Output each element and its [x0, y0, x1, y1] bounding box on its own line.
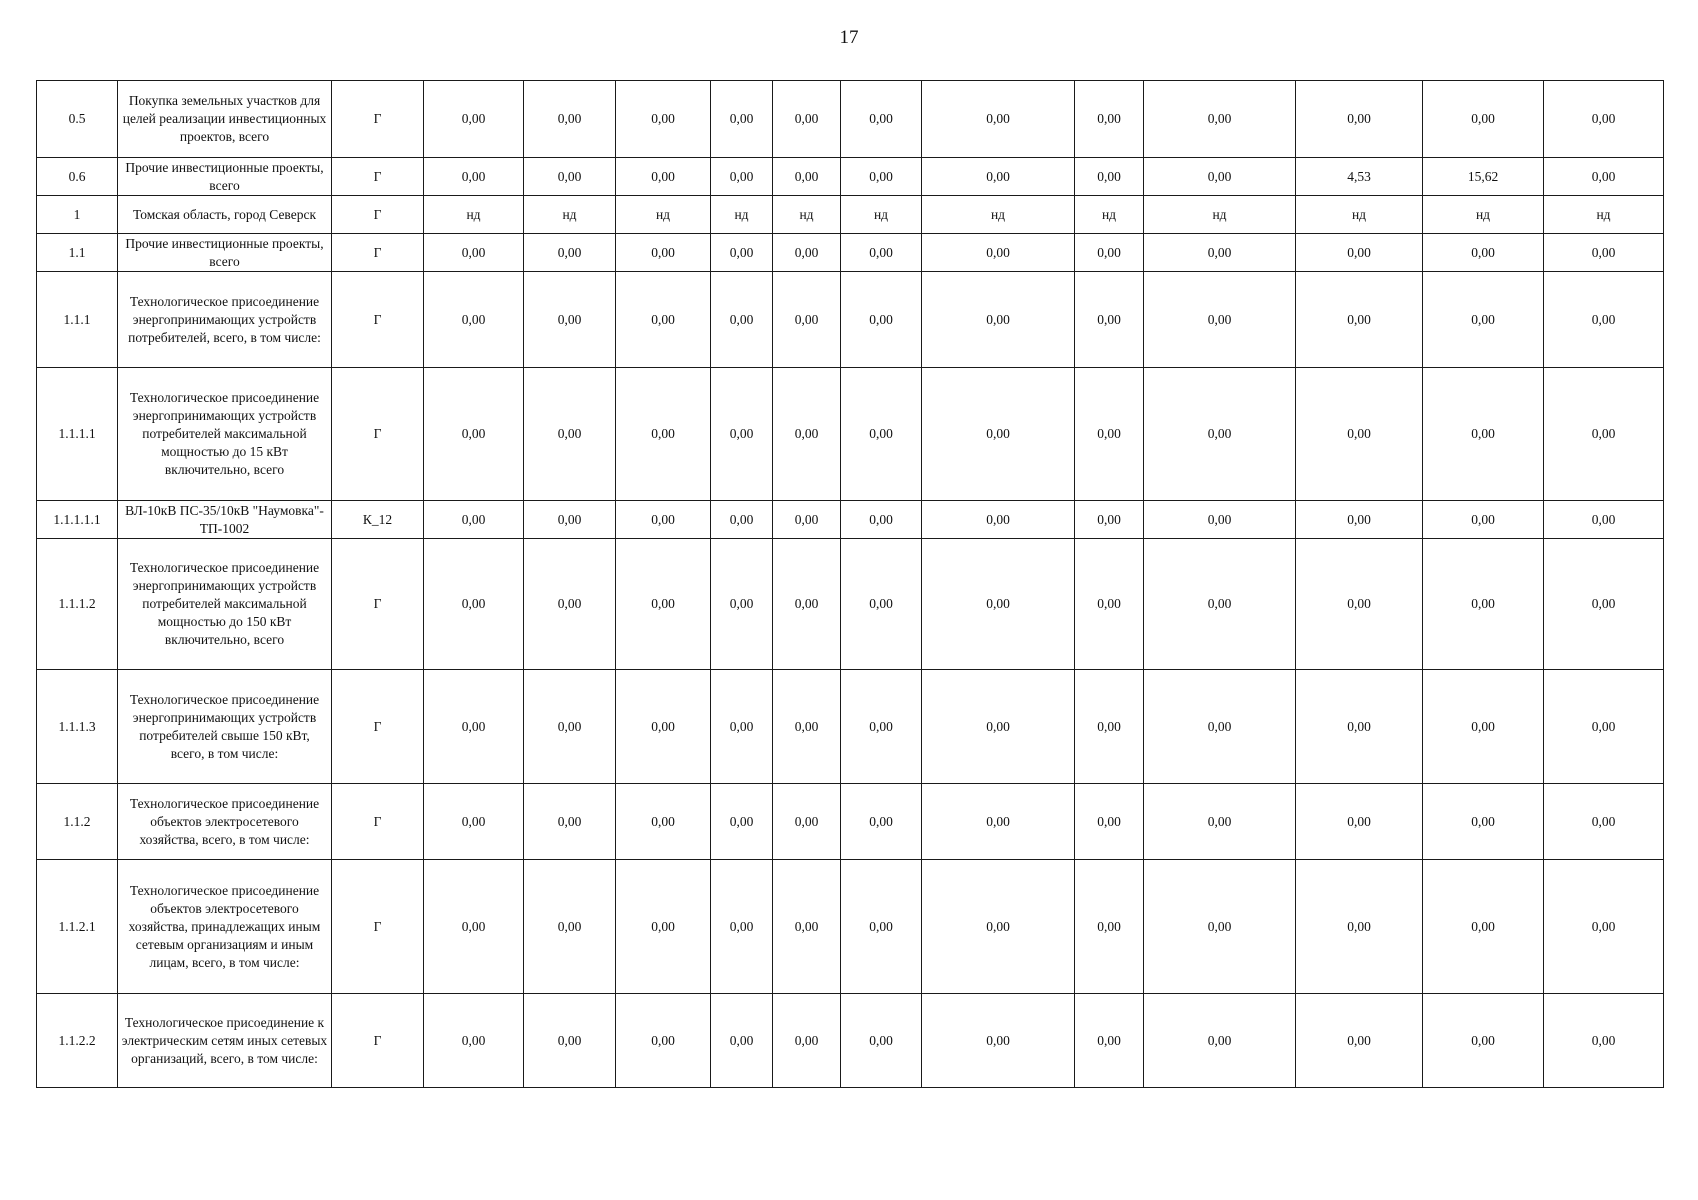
table-row	[37, 539, 1664, 670]
value-cell: 0,00	[616, 234, 711, 272]
row-code-cell: Г	[332, 994, 424, 1088]
value-cell: 0,00	[773, 81, 841, 158]
value-cell: 0,00	[1296, 539, 1423, 670]
row-number-cell: 1	[37, 196, 118, 234]
value-cell: 0,00	[1144, 994, 1296, 1088]
value-cell: 0,00	[616, 670, 711, 784]
value-cell: 0,00	[616, 158, 711, 196]
value-cell: 0,00	[922, 670, 1075, 784]
value-cell: 0,00	[616, 539, 711, 670]
row-code-cell: Г	[332, 539, 424, 670]
value-cell: нд	[1544, 196, 1664, 234]
value-cell: 0,00	[1544, 784, 1664, 860]
row-name-cell: Томская область, город Северск	[118, 196, 332, 234]
value-cell: 0,00	[1144, 670, 1296, 784]
value-cell: 0,00	[1423, 234, 1544, 272]
value-cell: 0,00	[841, 368, 922, 501]
row-number-cell: 1.1.2.2	[37, 994, 118, 1088]
value-cell: 0,00	[524, 501, 616, 539]
value-cell: 0,00	[1144, 158, 1296, 196]
value-cell: 0,00	[841, 539, 922, 670]
value-cell: 0,00	[1075, 994, 1144, 1088]
table-row	[37, 196, 1664, 234]
value-cell: 0,00	[1144, 501, 1296, 539]
value-cell: 0,00	[1075, 234, 1144, 272]
value-cell: 0,00	[922, 368, 1075, 501]
value-cell: 0,00	[1544, 158, 1664, 196]
value-cell: 0,00	[922, 158, 1075, 196]
table-row	[37, 994, 1664, 1088]
value-cell: 0,00	[841, 670, 922, 784]
investment-table	[36, 80, 1664, 1088]
value-cell: 0,00	[424, 539, 524, 670]
value-cell: нд	[1075, 196, 1144, 234]
value-cell: 0,00	[1423, 272, 1544, 368]
value-cell: 0,00	[1144, 272, 1296, 368]
value-cell: 0,00	[711, 784, 773, 860]
value-cell: 0,00	[424, 368, 524, 501]
value-cell: 4,53	[1296, 158, 1423, 196]
table-body	[37, 81, 1664, 1088]
value-cell: 0,00	[773, 539, 841, 670]
value-cell: 0,00	[524, 784, 616, 860]
value-cell: 0,00	[711, 272, 773, 368]
row-name-cell: Технологическое присоединение объектов электросетевого хозяйства, всего, в том числе:	[118, 784, 332, 860]
value-cell: 0,00	[1144, 539, 1296, 670]
value-cell: 0,00	[1544, 994, 1664, 1088]
value-cell: 0,00	[841, 501, 922, 539]
value-cell: 0,00	[524, 368, 616, 501]
value-cell: 0,00	[841, 158, 922, 196]
value-cell: 0,00	[1075, 81, 1144, 158]
value-cell: 0,00	[1296, 994, 1423, 1088]
value-cell: 0,00	[711, 994, 773, 1088]
value-cell: 0,00	[1296, 272, 1423, 368]
value-cell: 0,00	[424, 860, 524, 994]
value-cell: 0,00	[1423, 81, 1544, 158]
row-code-cell: Г	[332, 272, 424, 368]
value-cell: 0,00	[424, 272, 524, 368]
value-cell: 0,00	[773, 368, 841, 501]
value-cell: 0,00	[1544, 272, 1664, 368]
value-cell: 0,00	[841, 860, 922, 994]
value-cell: 0,00	[1423, 539, 1544, 670]
value-cell: 0,00	[1296, 501, 1423, 539]
row-number-cell: 1.1.1.2	[37, 539, 118, 670]
row-code-cell: Г	[332, 234, 424, 272]
row-code-cell: Г	[332, 860, 424, 994]
value-cell: нд	[616, 196, 711, 234]
value-cell: 0,00	[773, 234, 841, 272]
value-cell: 0,00	[424, 234, 524, 272]
value-cell: 0,00	[1075, 784, 1144, 860]
value-cell: нд	[1296, 196, 1423, 234]
row-number-cell: 1.1.1.3	[37, 670, 118, 784]
value-cell: 0,00	[1144, 81, 1296, 158]
value-cell: нд	[773, 196, 841, 234]
value-cell: 0,00	[424, 158, 524, 196]
value-cell: 0,00	[1075, 158, 1144, 196]
value-cell: 0,00	[773, 670, 841, 784]
value-cell: 0,00	[1296, 234, 1423, 272]
table-row	[37, 272, 1664, 368]
value-cell: 0,00	[711, 368, 773, 501]
value-cell: 0,00	[524, 994, 616, 1088]
value-cell: 0,00	[841, 234, 922, 272]
value-cell: нд	[524, 196, 616, 234]
value-cell: 0,00	[1075, 539, 1144, 670]
value-cell: нд	[424, 196, 524, 234]
row-name-cell: Технологическое присоединение к электрическим сетям иных сетевых организаций, всего, в том числе:	[118, 994, 332, 1088]
value-cell: 0,00	[711, 670, 773, 784]
value-cell: 0,00	[711, 539, 773, 670]
value-cell: 0,00	[773, 860, 841, 994]
row-code-cell: Г	[332, 368, 424, 501]
value-cell: 0,00	[1296, 670, 1423, 784]
table-row	[37, 670, 1664, 784]
value-cell: 0,00	[773, 784, 841, 860]
value-cell: 0,00	[1075, 272, 1144, 368]
table-row	[37, 158, 1664, 196]
row-code-cell: Г	[332, 158, 424, 196]
value-cell: нд	[922, 196, 1075, 234]
value-cell: 0,00	[711, 860, 773, 994]
row-name-cell: Технологическое присоединение энергопринимающих устройств потребителей свыше 150 кВт, всего, в том числе:	[118, 670, 332, 784]
value-cell: 0,00	[1544, 670, 1664, 784]
table-row	[37, 860, 1664, 994]
value-cell: 0,00	[1544, 81, 1664, 158]
row-name-cell: Прочие инвестиционные проекты, всего	[118, 234, 332, 272]
value-cell: 0,00	[922, 81, 1075, 158]
value-cell: 0,00	[841, 994, 922, 1088]
value-cell: 0,00	[922, 784, 1075, 860]
row-code-cell: Г	[332, 670, 424, 784]
row-code-cell: Г	[332, 784, 424, 860]
value-cell: 0,00	[1144, 784, 1296, 860]
value-cell: 0,00	[773, 158, 841, 196]
value-cell: 0,00	[922, 860, 1075, 994]
value-cell: 0,00	[1144, 368, 1296, 501]
value-cell: 0,00	[616, 994, 711, 1088]
row-number-cell: 0.6	[37, 158, 118, 196]
row-name-cell: Технологическое присоединение энергопринимающих устройств потребителей максимальной мощностью до 15 кВт включительно, всего	[118, 368, 332, 501]
row-number-cell: 0.5	[37, 81, 118, 158]
value-cell: 0,00	[1423, 784, 1544, 860]
value-cell: 0,00	[922, 539, 1075, 670]
table-row	[37, 234, 1664, 272]
value-cell: нд	[1423, 196, 1544, 234]
value-cell: 0,00	[524, 81, 616, 158]
table-row	[37, 784, 1664, 860]
value-cell: 0,00	[922, 501, 1075, 539]
row-code-cell: К_12	[332, 501, 424, 539]
value-cell: 0,00	[524, 158, 616, 196]
value-cell: 0,00	[922, 994, 1075, 1088]
value-cell: 0,00	[922, 272, 1075, 368]
value-cell: 0,00	[711, 81, 773, 158]
value-cell: 0,00	[1544, 860, 1664, 994]
value-cell: 0,00	[616, 368, 711, 501]
value-cell: 0,00	[424, 994, 524, 1088]
row-name-cell: Технологическое присоединение объектов электросетевого хозяйства, принадлежащих иным сетевым организациям и иным лицам, всего, в том числе:	[118, 860, 332, 994]
value-cell: 0,00	[1075, 670, 1144, 784]
value-cell: 0,00	[1544, 501, 1664, 539]
value-cell: нд	[1144, 196, 1296, 234]
value-cell: 0,00	[524, 539, 616, 670]
row-number-cell: 1.1	[37, 234, 118, 272]
value-cell: 0,00	[1544, 368, 1664, 501]
value-cell: 0,00	[841, 784, 922, 860]
row-name-cell: Технологическое присоединение энергопринимающих устройств потребителей максимальной мощностью до 150 кВт включительно, всего	[118, 539, 332, 670]
value-cell: 0,00	[1296, 368, 1423, 501]
row-number-cell: 1.1.1.1.1	[37, 501, 118, 539]
value-cell: 0,00	[1144, 860, 1296, 994]
table-row	[37, 81, 1664, 158]
value-cell: 0,00	[616, 784, 711, 860]
table-row	[37, 501, 1664, 539]
value-cell: 0,00	[524, 670, 616, 784]
value-cell: 0,00	[1296, 860, 1423, 994]
value-cell: 0,00	[424, 501, 524, 539]
value-cell: 0,00	[524, 272, 616, 368]
value-cell: 0,00	[424, 81, 524, 158]
row-code-cell: Г	[332, 196, 424, 234]
value-cell: 0,00	[616, 860, 711, 994]
value-cell: 0,00	[711, 158, 773, 196]
value-cell: 0,00	[616, 81, 711, 158]
value-cell: 0,00	[773, 994, 841, 1088]
row-name-cell: ВЛ-10кВ ПС-35/10кВ "Наумовка"-ТП-1002	[118, 501, 332, 539]
value-cell: 0,00	[1423, 670, 1544, 784]
value-cell: 0,00	[524, 234, 616, 272]
value-cell: нд	[711, 196, 773, 234]
table-row	[37, 368, 1664, 501]
value-cell: 0,00	[1296, 784, 1423, 860]
value-cell: 0,00	[841, 272, 922, 368]
value-cell: 0,00	[711, 234, 773, 272]
page-number: 17	[839, 27, 859, 48]
row-name-cell: Технологическое присоединение энергопринимающих устройств потребителей, всего, в том числе:	[118, 272, 332, 368]
value-cell: 0,00	[424, 784, 524, 860]
value-cell: 0,00	[1296, 81, 1423, 158]
value-cell: 0,00	[773, 501, 841, 539]
row-code-cell: Г	[332, 81, 424, 158]
row-name-cell: Прочие инвестиционные проекты, всего	[118, 158, 332, 196]
value-cell: нд	[841, 196, 922, 234]
value-cell: 0,00	[773, 272, 841, 368]
value-cell: 0,00	[922, 234, 1075, 272]
value-cell: 0,00	[1075, 860, 1144, 994]
value-cell: 0,00	[616, 501, 711, 539]
value-cell: 0,00	[711, 501, 773, 539]
value-cell: 0,00	[1423, 860, 1544, 994]
value-cell: 0,00	[1423, 368, 1544, 501]
row-number-cell: 1.1.2	[37, 784, 118, 860]
value-cell: 0,00	[1423, 994, 1544, 1088]
value-cell: 15,62	[1423, 158, 1544, 196]
value-cell: 0,00	[1144, 234, 1296, 272]
row-name-cell: Покупка земельных участков для целей реализации инвестиционных проектов, всего	[118, 81, 332, 158]
value-cell: 0,00	[1423, 501, 1544, 539]
value-cell: 0,00	[841, 81, 922, 158]
value-cell: 0,00	[616, 272, 711, 368]
value-cell: 0,00	[424, 670, 524, 784]
value-cell: 0,00	[1544, 539, 1664, 670]
row-number-cell: 1.1.1	[37, 272, 118, 368]
value-cell: 0,00	[1075, 501, 1144, 539]
row-number-cell: 1.1.2.1	[37, 860, 118, 994]
row-number-cell: 1.1.1.1	[37, 368, 118, 501]
value-cell: 0,00	[1075, 368, 1144, 501]
value-cell: 0,00	[1544, 234, 1664, 272]
value-cell: 0,00	[524, 860, 616, 994]
